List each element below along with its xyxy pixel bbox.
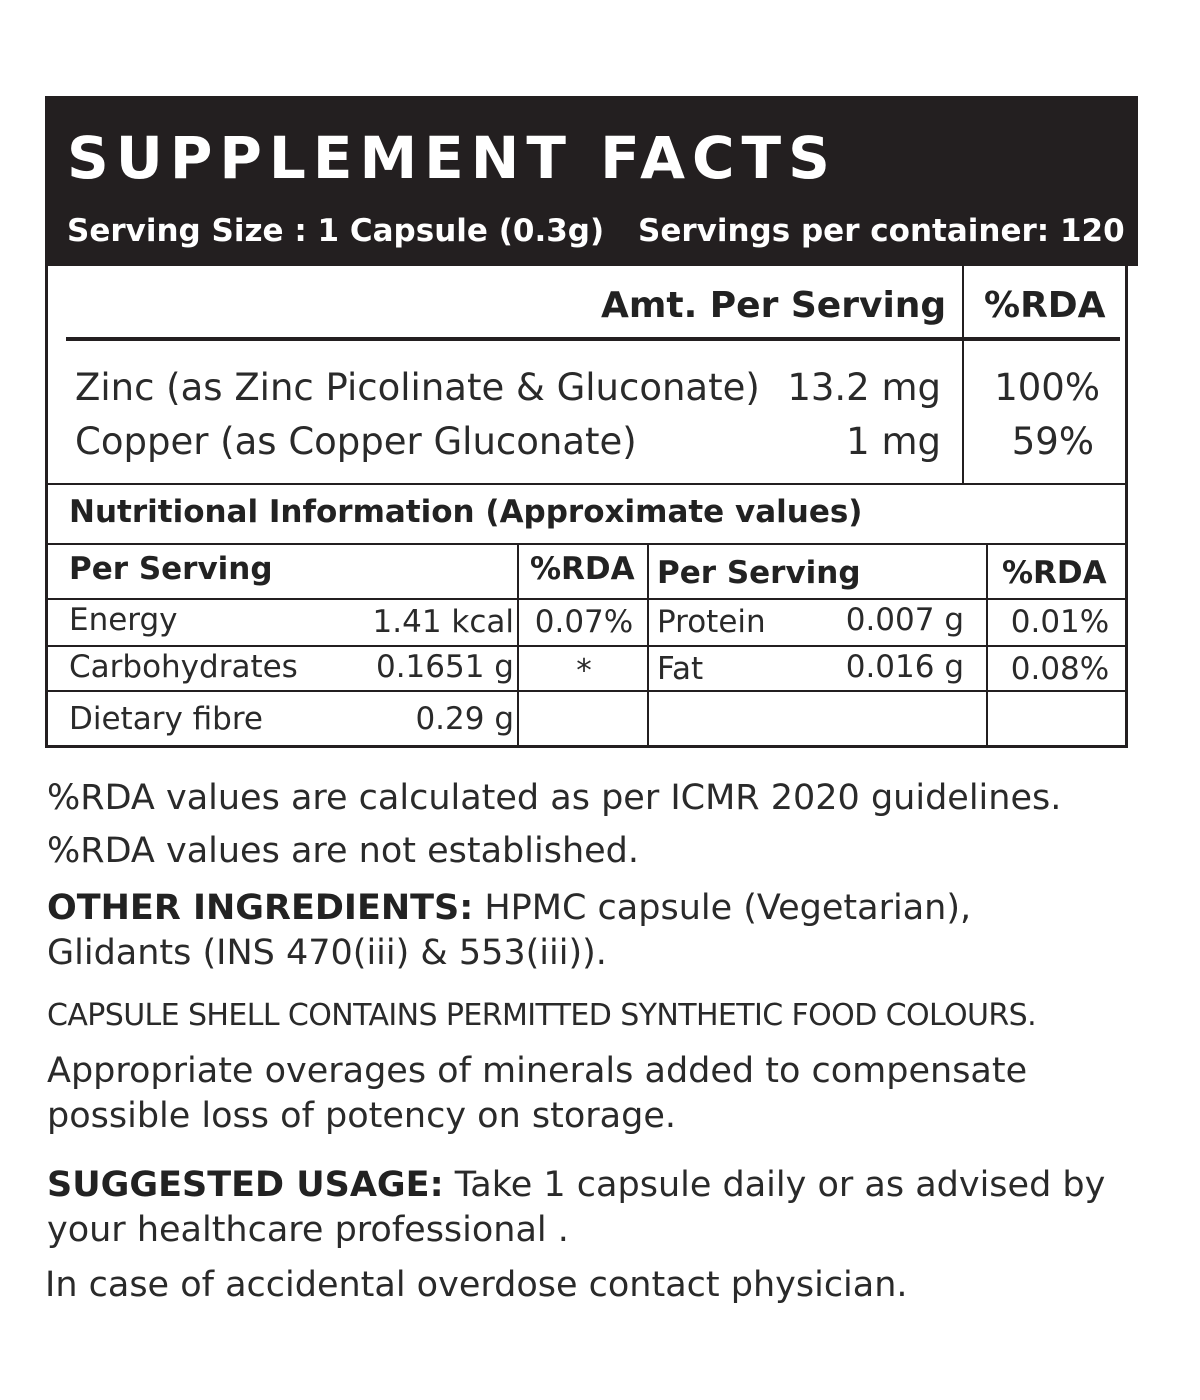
nutrition-title-rule xyxy=(48,543,1128,545)
facts-column-divider xyxy=(962,266,964,484)
nutrition-column-divider xyxy=(647,544,649,748)
nutrition-column-divider xyxy=(986,544,988,748)
other-ingredients-label: OTHER INGREDIENTS: xyxy=(47,888,474,928)
nutrition-column-divider xyxy=(517,544,519,748)
per-serving-header: Per Serving xyxy=(657,555,861,591)
nutrition-header-rule xyxy=(48,598,1128,600)
nutrient-rda: 0.07% xyxy=(534,604,634,640)
overdose-note: In case of accidental overdose contact physician. xyxy=(45,1265,908,1305)
nutrient-value: 0.016 g xyxy=(845,649,964,685)
ingredient-name: Copper (as Copper Gluconate) xyxy=(75,420,637,463)
rda-not-established-note: %RDA values are not established. xyxy=(47,831,640,871)
nutrient-name: Carbohydrates xyxy=(69,649,298,685)
servings-per-container: Servings per container: 120 xyxy=(638,213,1125,249)
rda-calculation-note: %RDA values are calculated as per ICMR 2020 guidelines. xyxy=(47,778,1062,818)
other-ingredients xyxy=(47,886,1107,976)
suggested-usage xyxy=(47,1163,1147,1253)
nutrient-name: Fat xyxy=(657,651,704,687)
rda-header: %RDA xyxy=(984,285,1106,326)
facts-header-rule xyxy=(66,337,1120,341)
nutrition-rda-header: %RDA xyxy=(530,551,635,587)
ingredient-rda: 100% xyxy=(994,366,1100,409)
facts-bottom-rule xyxy=(48,483,1128,485)
facts-title: SUPPLEMENT FACTS xyxy=(67,124,837,192)
ingredient-name: Zinc (as Zinc Picolinate & Gluconate) xyxy=(75,366,760,409)
nutrient-rda: 0.08% xyxy=(1010,651,1110,687)
suggested-usage-text: Take 1 capsule daily or as advised by your healthcare professional . xyxy=(47,1165,1106,1250)
nutrition-title: Nutritional Information (Approximate values) xyxy=(69,494,863,530)
nutrient-value: 0.007 g xyxy=(845,602,964,638)
capsule-shell-note: CAPSULE SHELL CONTAINS PERMITTED SYNTHETIC FOOD COLOURS. xyxy=(47,998,1037,1033)
nutrient-rda: * xyxy=(576,653,592,689)
nutrient-name: Energy xyxy=(69,602,178,638)
nutrient-rda: 0.01% xyxy=(1010,604,1110,640)
suggested-usage-label: SUGGESTED USAGE: xyxy=(47,1165,444,1205)
nutrient-value: 0.29 g xyxy=(415,701,514,737)
nutrient-name: Dietary fibre xyxy=(69,701,263,737)
ingredient-rda: 59% xyxy=(1011,420,1094,463)
nutrition-row-rule xyxy=(48,690,1128,692)
nutrient-name: Protein xyxy=(657,604,766,640)
overages-note: Appropriate overages of minerals added to compensate possible loss of potency on storage. xyxy=(47,1051,1028,1136)
nutrition-rda-header: %RDA xyxy=(1002,555,1107,591)
serving-size: Serving Size : 1 Capsule (0.3g) xyxy=(67,213,605,249)
nutrient-value: 0.1651 g xyxy=(375,649,514,685)
nutrition-row-rule xyxy=(48,645,1128,647)
per-serving-header: Per Serving xyxy=(69,551,273,587)
amount-per-serving-header: Amt. Per Serving xyxy=(601,285,947,326)
other-ingredients-text: HPMC capsule (Vegetarian), Glidants (INS 470(iii) & 553(iii)). xyxy=(47,888,972,973)
ingredient-amount: 13.2 mg xyxy=(787,366,941,409)
ingredient-amount: 1 mg xyxy=(846,420,941,463)
nutrient-value: 1.41 kcal xyxy=(372,604,514,640)
